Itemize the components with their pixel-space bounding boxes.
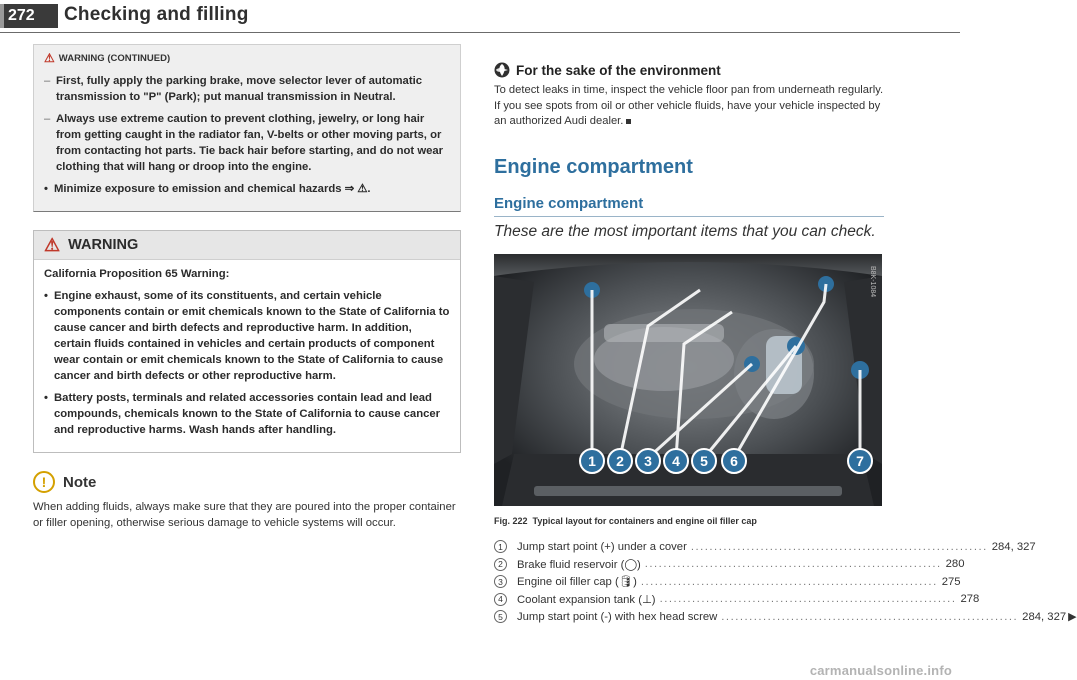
legend-pages: 275	[941, 575, 961, 588]
legend-number: 3	[494, 575, 507, 588]
warning-bullet: • Minimize exposure to emission and chemical hazards ⇒ ⚠.	[44, 181, 450, 197]
figure-callout-1: 1	[579, 448, 605, 474]
legend-text: Jump start point (-) with hex head screw	[517, 610, 718, 623]
figure-caption: Fig. 222 Typical layout for containers and engine oil filler cap	[494, 516, 757, 526]
header-rule	[0, 32, 960, 33]
warning-icon: ⚠	[44, 51, 55, 65]
environment-heading: For the sake of the environment	[494, 62, 884, 78]
environment-leaf-icon	[494, 62, 510, 78]
page-header	[0, 0, 960, 40]
prop65-warning-heading: ⚠ WARNING	[34, 231, 460, 260]
end-marker	[626, 119, 631, 124]
legend-pages: 278	[960, 593, 980, 606]
legend-item: 2 Brake fluid reservoir (◯) ................................................................ 280	[494, 556, 882, 574]
section-intro: These are the most important items that you can check.	[494, 222, 876, 240]
legend-number: 1	[494, 540, 507, 553]
legend-text: Brake fluid reservoir (◯)	[517, 558, 641, 571]
legend-text: Jump start point (+) under a cover	[517, 540, 687, 553]
page-number: 272	[0, 4, 58, 28]
legend-item: 4 Coolant expansion tank (⊥) ................................................................ 278	[494, 591, 882, 609]
figure-callout-6: 6	[721, 448, 747, 474]
engine-bay-illustration	[494, 254, 882, 506]
warning-icon: ⚠	[44, 235, 61, 255]
legend-number: 2	[494, 558, 507, 571]
environment-body: To detect leaks in time, inspect the vehicle floor pan from underneath regularly. If you see spots from oil or other vehicle fluids, have your vehicle inspected by an authorized Audi dealer.	[494, 84, 884, 127]
legend-text: Engine oil filler cap (🛢)	[517, 576, 637, 589]
engine-compartment-figure	[494, 254, 882, 506]
right-column	[494, 62, 884, 241]
legend-number: 4	[494, 593, 507, 606]
warning-item: – Always use extreme caution to prevent clothing, jewelry, or long hair from getting caught in the radiator fan, V-belts or other moving parts, or from contacting hot parts. Tie back hair before starting, and do not wear clothing that will hang or droop into the engine.	[44, 111, 450, 175]
legend-item: 1 Jump start point (+) under a cover ................................................................ 284, 327	[494, 538, 882, 556]
figure-callout-2: 2	[607, 448, 633, 474]
legend-item: 3 Engine oil filler cap (🛢) ................................................................ 275	[494, 573, 882, 591]
figure-callout-7: 7	[847, 448, 873, 474]
watermark: carmanualsonline.info	[809, 663, 952, 678]
legend-text: Coolant expansion tank (⊥)	[517, 593, 656, 606]
legend-number: 5	[494, 610, 507, 623]
legend-pages: 284, 327	[991, 540, 1036, 553]
prop65-bullet: • Engine exhaust, some of its constituents, and certain vehicle components contain or emit chemicals known to the State of California to cause cancer and birth defects and reproductive harm. In addition, certain fluids contained in vehicles and certain products of component wear contain or emit chemicals known to the State of California to cause cancer and birth defects or other reproductive harm.	[44, 288, 450, 384]
prop65-subheading: California Proposition 65 Warning:	[44, 268, 230, 280]
note-icon: !	[33, 471, 55, 493]
figure-code: B8K-1084	[869, 266, 876, 298]
legend-pages: 284, 327	[1022, 610, 1067, 623]
prop65-bullet: • Battery posts, terminals and related accessories contain lead and lead compounds, chemicals known to the State of California to cause cancer and reproductive harms. Wash hands after handling.	[44, 390, 450, 438]
warning-item: – First, fully apply the parking brake, move selector lever of automatic transmission to "P" (Park); put manual transmission in Neutral.	[44, 73, 450, 105]
warning-continued-heading: ⚠ WARNING (CONTINUED)	[44, 51, 171, 65]
legend-item: 5 Jump start point (-) with hex head screw ................................................................ 284, 327 ▶	[494, 608, 882, 626]
figure-callout-4: 4	[663, 448, 689, 474]
section-title: Engine compartment	[494, 155, 693, 178]
note-heading: ! Note	[33, 471, 461, 493]
legend-pages: 280	[945, 558, 965, 571]
figure-callout-5: 5	[691, 448, 717, 474]
prop65-warning-box	[33, 230, 461, 453]
figure-callout-3: 3	[635, 448, 661, 474]
legend-list	[494, 538, 1077, 626]
left-column	[33, 44, 461, 531]
warning-continued-box	[33, 44, 461, 212]
continue-arrow-icon[interactable]: ▶	[1068, 611, 1077, 624]
section-subtitle: Engine compartment	[494, 195, 884, 217]
note-body: When adding fluids, always make sure that they are poured into the proper container or filler opening, otherwise serious damage to vehicle systems will occur.	[33, 501, 456, 529]
page-title: Checking and filling	[64, 4, 249, 25]
